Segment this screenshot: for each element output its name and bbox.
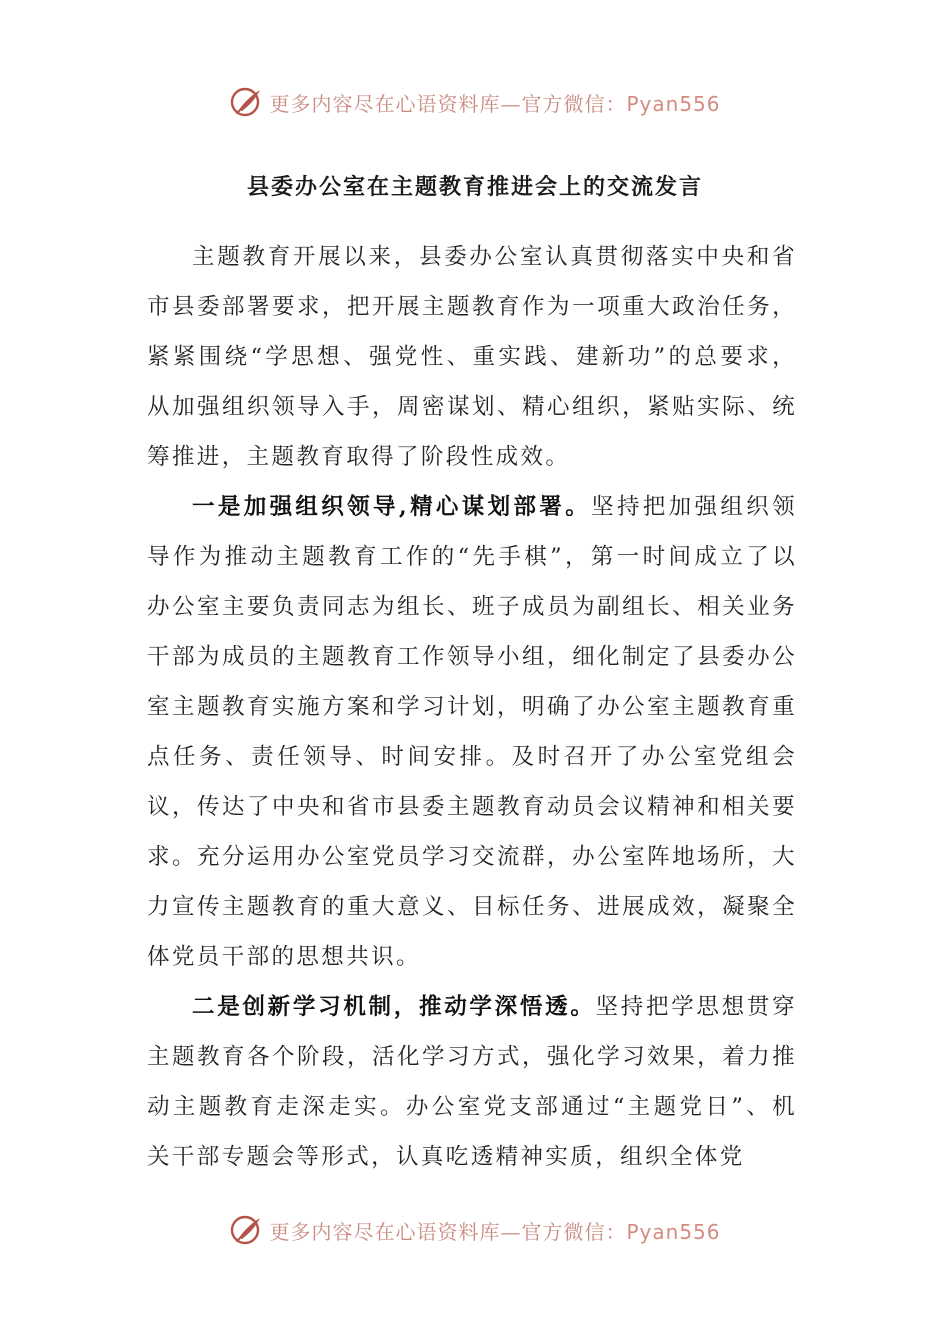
quill-logo-icon [229,1212,265,1248]
watermark-wechat-id: Pyan556 [626,1219,721,1244]
document-title: 县委办公室在主题教育推进会上的交流发言 [246,174,703,200]
paragraph-intro-text: 主题教育开展以来，县委办公室认真贯彻落实中央和省市县委部署要求，把开展主题教育作为一项重大政治任务，紧紧围绕“学思想、强党性、重实践、建新功”的总要求，从加强组织领导入手，周密谋划、精心组织，紧贴实际、统筹推进，主题教育取得了阶段性成效。 [147,244,797,470]
watermark-text [269,88,720,117]
paragraph-section-one [147,482,797,982]
paragraph-section-two [147,982,797,1182]
section-two-text: 坚持把学思想贯穿主题教育各个阶段，活化学习方式，强化学习效果，着力推动主题教育走深走实。办公室党支部通过“主题党日”、机关干部专题会等形式，认真吃透精神实质，组织全体党 [147,994,797,1170]
document-body [147,232,797,1182]
paragraph-intro [147,232,797,482]
section-one-heading: 一是加强组织领导,精心谋划部署。 [192,494,592,520]
header-watermark [0,82,950,122]
watermark-wechat-id: Pyan556 [626,91,721,116]
footer-watermark [0,1210,950,1250]
watermark-text [269,1216,720,1245]
quill-logo-icon [229,84,265,120]
watermark-label: 更多内容尽在心语资料库—官方微信： [269,91,627,116]
section-two-heading: 二是创新学习机制，推动学深悟透。 [192,994,596,1020]
section-one-text: 坚持把加强组织领导作为推动主题教育工作的“先手棋”，第一时间成立了以办公室主要负责同志为组长、班子成员为副组长、相关业务干部为成员的主题教育工作领导小组，细化制定了县委办公室主题教育实施方案和学习计划，明确了办公室主题教育重点任务、责任领导、时间安排。及时召开了办公室党组会议，传达了中央和省市县委主题教育动员会议精神和相关要求。充分运用办公室党员学习交流群，办公室阵地场所，大力宣传主题教育的重大意义、目标任务、进展成效，凝聚全体党员干部的思想共识。 [147,494,798,970]
watermark-label: 更多内容尽在心语资料库—官方微信： [269,1219,627,1244]
